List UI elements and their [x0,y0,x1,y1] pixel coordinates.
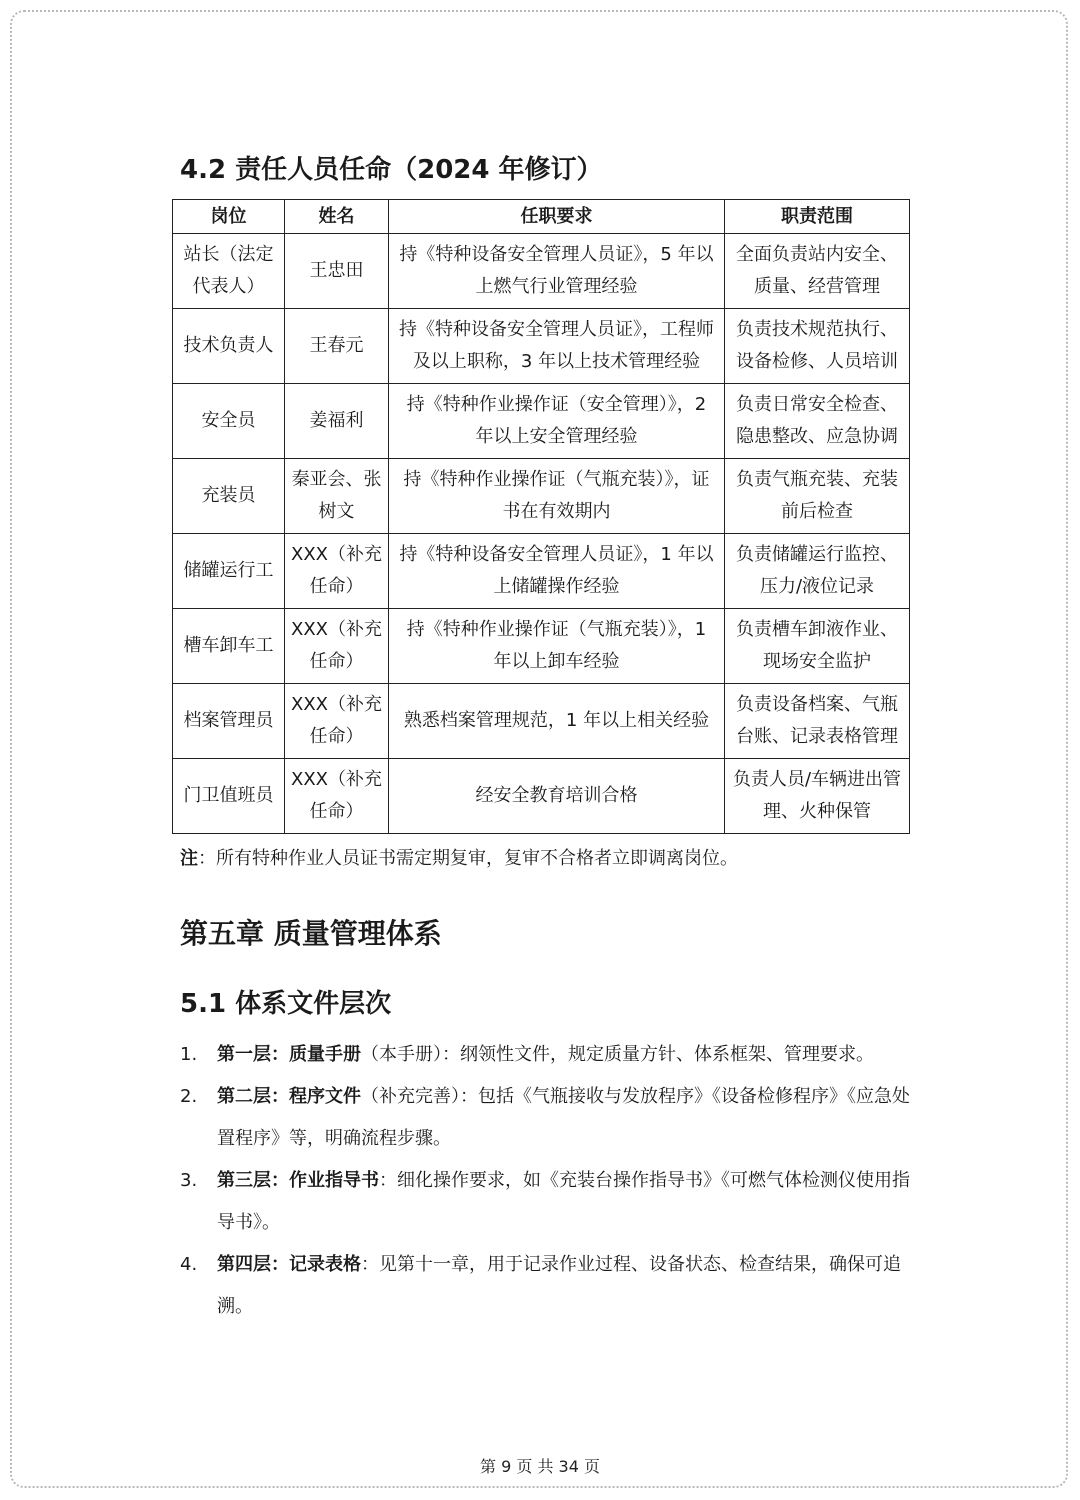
list-item-label: 第二层：程序文件 [217,1086,361,1107]
cell-name: 秦亚会、张树文 [285,459,389,534]
note-label: 注 [180,848,198,869]
list-item [180,1244,910,1328]
cell-post: 档案管理员 [173,684,285,759]
header-requirement: 任职要求 [389,200,725,234]
table-row [173,759,910,834]
cell-requirement: 持《特种设备安全管理人员证》，5 年以上燃气行业管理经验 [389,234,725,309]
cell-scope: 负责技术规范执行、设备检修、人员培训 [725,309,910,384]
list-number: 1. [180,1044,198,1065]
cell-name: 姜福利 [285,384,389,459]
list-item-label: 第三层：作业指导书 [217,1170,379,1191]
cell-requirement: 持《特种作业操作证（气瓶充装）》，证书在有效期内 [389,459,725,534]
cell-post: 充装员 [173,459,285,534]
cell-scope: 负责设备档案、气瓶台账、记录表格管理 [725,684,910,759]
table-row [173,459,910,534]
cell-name: XXX（补充任命） [285,684,389,759]
list-item-text: （本手册）：纲领性文件，规定质量方针、体系框架、管理要求。 [361,1044,874,1065]
list-item [180,1160,910,1244]
cell-scope: 负责储罐运行监控、压力/液位记录 [725,534,910,609]
staff-appointment-table [172,199,910,834]
cell-post: 槽车卸车工 [173,609,285,684]
header-scope: 职责范围 [725,200,910,234]
cell-scope: 负责气瓶充装、充装前后检查 [725,459,910,534]
cell-post: 站长（法定代表人） [173,234,285,309]
table-row [173,309,910,384]
header-post: 岗位 [173,200,285,234]
list-item-label: 第一层：质量手册 [217,1044,361,1065]
cell-requirement: 经安全教育培训合格 [389,759,725,834]
cell-post: 门卫值班员 [173,759,285,834]
cell-name: XXX（补充任命） [285,609,389,684]
table-row [173,384,910,459]
header-name: 姓名 [285,200,389,234]
cell-requirement: 持《特种设备安全管理人员证》，工程师及以上职称，3 年以上技术管理经验 [389,309,725,384]
section-title-5-1: 5.1 体系文件层次 [180,989,392,1019]
cell-name: 王春元 [285,309,389,384]
cell-requirement: 熟悉档案管理规范，1 年以上相关经验 [389,684,725,759]
cell-post: 技术负责人 [173,309,285,384]
list-item [180,1076,910,1160]
cell-requirement: 持《特种作业操作证（安全管理）》，2 年以上安全管理经验 [389,384,725,459]
cell-requirement: 持《特种作业操作证（气瓶充装）》，1 年以上卸车经验 [389,609,725,684]
cell-scope: 负责人员/车辆进出管理、火种保管 [725,759,910,834]
list-item [180,1034,910,1076]
cell-name: 王忠田 [285,234,389,309]
list-item-text: （补充完善）：包括《气瓶接收与发放程序》《设备检修程序》《应急处置程序》等，明确流程步骤。 [217,1086,910,1149]
document-layer-list [180,1034,910,1328]
chapter-title: 第五章 质量管理体系 [180,917,442,950]
cell-scope: 全面负责站内安全、质量、经营管理 [725,234,910,309]
table-row [173,234,910,309]
table-note [180,844,738,874]
cell-requirement: 持《特种设备安全管理人员证》，1 年以上储罐操作经验 [389,534,725,609]
list-item-label: 第四层：记录表格 [217,1254,361,1275]
table-header-row [173,200,910,234]
cell-name: XXX（补充任命） [285,534,389,609]
cell-scope: 负责日常安全检查、隐患整改、应急协调 [725,384,910,459]
list-item-text: ：细化操作要求，如《充装台操作指导书》《可燃气体检测仪使用指导书》。 [217,1170,910,1233]
table-row [173,609,910,684]
section-title-4-2: 4.2 责任人员任命（2024 年修订） [180,155,603,185]
page-footer: 第 9 页 共 34 页 [480,1457,600,1476]
list-number: 3. [180,1170,198,1191]
cell-post: 安全员 [173,384,285,459]
table-row [173,684,910,759]
note-text: ：所有特种作业人员证书需定期复审，复审不合格者立即调离岗位。 [198,848,738,869]
table-row [173,534,910,609]
list-item-text: ：见第十一章，用于记录作业过程、设备状态、检查结果，确保可追溯。 [217,1254,901,1317]
list-number: 4. [180,1254,198,1275]
list-number: 2. [180,1086,198,1107]
cell-scope: 负责槽车卸液作业、现场安全监护 [725,609,910,684]
cell-name: XXX（补充任命） [285,759,389,834]
cell-post: 储罐运行工 [173,534,285,609]
